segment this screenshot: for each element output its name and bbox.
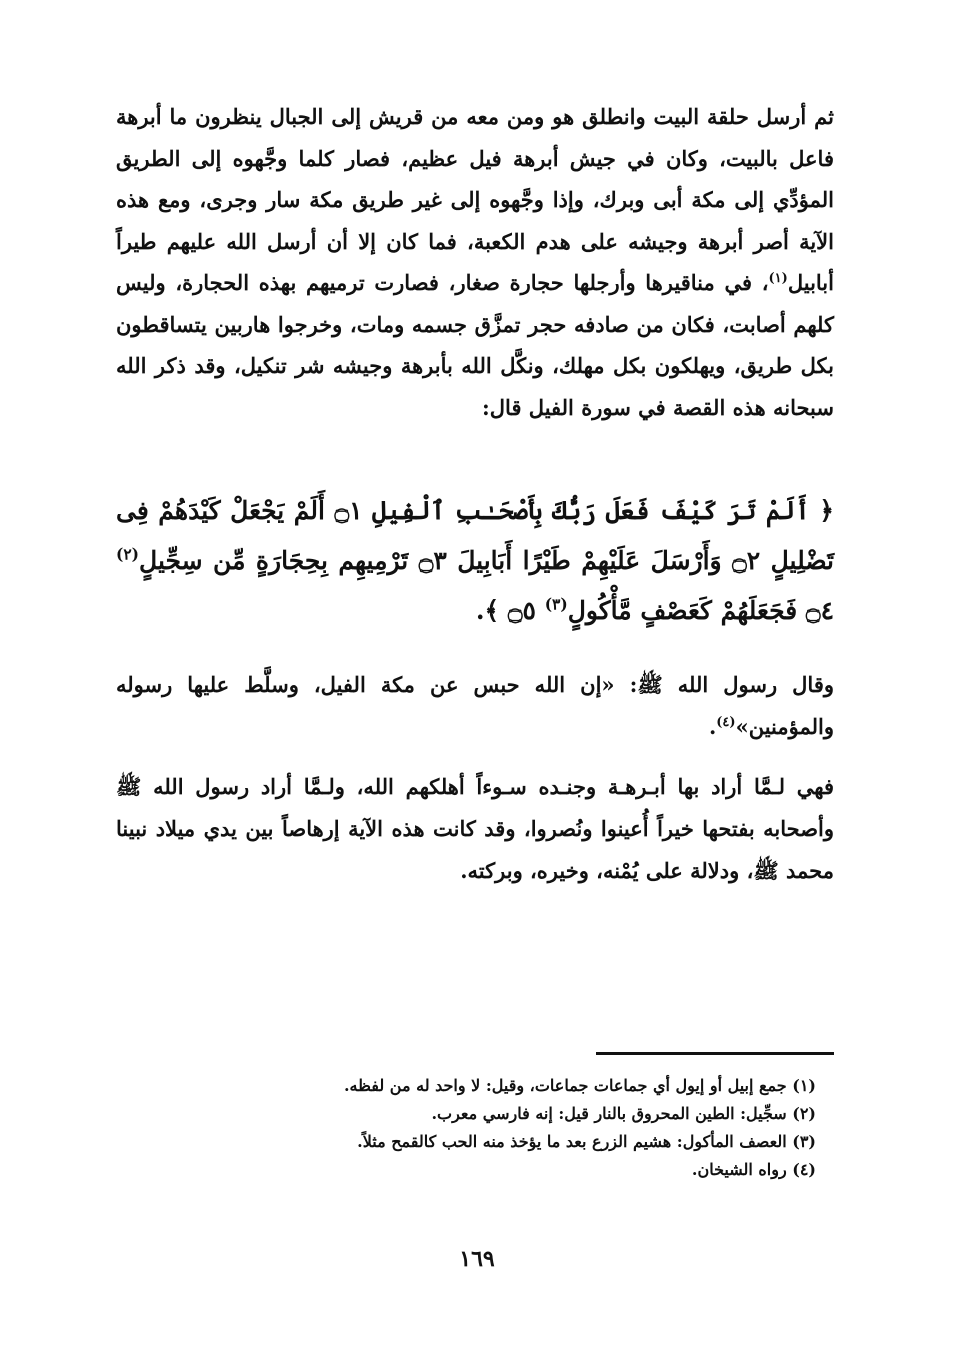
paragraph-text: ، في مناقيرها وأرجلها حجارة صغار، فصارت ترميهم بهذه الحجارة، وليس كلهم أصابت، فكان من صادفه حجر تمزَّق جسمه ومات، وخرجوا هاربين يتساقطون بكل طريق، ويهلكون بكل مهلك، ونكَّل الله بأبرهة وجيشه شر تنكيل، وقد ذكر الله سبحانه هذه القصة في سورة الفيل قال: xyxy=(116,270,834,420)
footnote-item: (١) جمع إبيل أو إيول أي جماعات جماعات، وقيل: لا واحد له من لفظه. xyxy=(343,1076,816,1095)
footnote-reference: (١) xyxy=(768,271,788,286)
footnote-reference: (٣) xyxy=(544,594,568,614)
quran-verse-block xyxy=(116,486,834,636)
paragraph-text: وقال رسول الله ﷺ: «إن الله حبس عن مكة الفيل، وسلَّط عليها رسوله والمؤمنين» xyxy=(116,672,834,739)
verse-text: ﴿ أَلَمْ تَرَ كَيْفَ فَعَلَ رَبُّكَ بِأَصْحَـٰبِ ٱلْفِيلِ ۝١ أَلَمْ يَجْعَلْ كَيْدَهُمْ فِى تَضْلِيلٍ ۝٢ وَأَرْسَلَ عَلَيْهِمْ طَيْرًا أَبَابِيلَ ۝٣ تَرْمِيهِم بِحِجَارَةٍ مِّن سِجِّيلٍ xyxy=(116,496,835,575)
footnotes-list xyxy=(116,1072,816,1184)
footnote-reference: (٤) xyxy=(716,715,736,730)
paragraph-text: ثم أرسل حلقة البيت وانطلق هو ومن معه من قريش إلى الجبال ينظرون ما أبرهة فاعل بالبيت، وكان في جيش أبرهة فيل عظيم، فصار كلما وجَّهوه إلى الطريق المؤدِّي إلى مكة أبى وبرك، وإذا وجَّهوه إلى غير طريق مكة سار وجرى، ومع هذه الآية أصر أبرهة وجيشه على هدم الكعبة، فما كان إلا أن أرسل الله عليهم طيراً أبابيل xyxy=(116,104,834,295)
verse-text: ۝٤ فَجَعَلَهُمْ كَعَصْفٍ مَّأْكُولٍ xyxy=(567,596,834,625)
page-number: ١٦٩ xyxy=(459,1246,495,1272)
body-paragraph-1 xyxy=(116,96,834,428)
paragraph-text: . xyxy=(708,714,717,739)
footnote-divider xyxy=(596,1052,834,1055)
footnote-item: (٣) العصف المأكول: هشيم الزرع بعد ما يؤخذ منه الحب كالقمح مثلاً. xyxy=(357,1132,816,1151)
footnote-item: (٤) رواه الشيخان. xyxy=(691,1160,816,1179)
footnote-reference: (٢) xyxy=(116,544,140,564)
verse-text: ۝٥ ﴾. xyxy=(475,596,536,625)
footnote-item: (٢) سجِّيل: الطين المحروق بالنار قيل: إنه فارسي معرب. xyxy=(431,1104,816,1123)
body-paragraph-3: فهي لـمَّا أراد بها أبـرهـة وجنـده سـوءاً أهلكهم الله، ولـمَّا أراد رسول الله ﷺ وأصحابه بفتحها خيراً أُعينوا ونُصروا، وقد كانت هذه الآية إرهاصاً بين يدي ميلاد نبينا محمد ﷺ، ودلالة على يُمْنه، وخيره، وبركته. xyxy=(116,774,834,883)
body-paragraph-2 xyxy=(116,664,834,748)
